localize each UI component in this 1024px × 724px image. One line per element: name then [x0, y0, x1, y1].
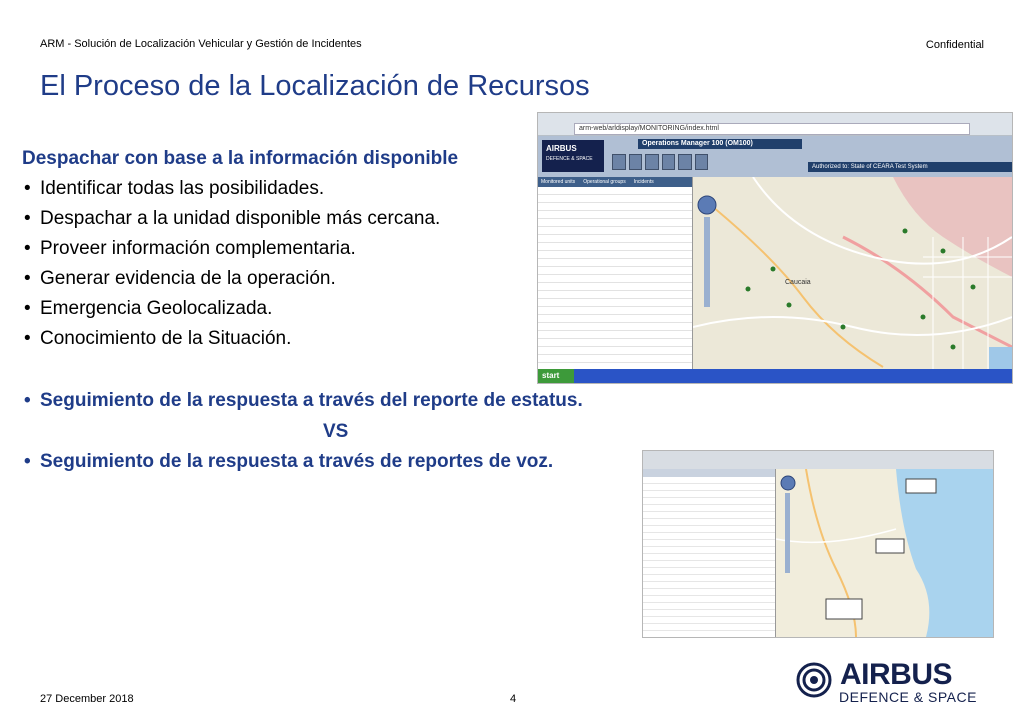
unit-row — [538, 299, 692, 307]
unit-row — [538, 187, 692, 195]
bullet-item: • Despachar a la unidad disponible más cercana. — [22, 204, 542, 234]
unit-row — [643, 477, 775, 484]
unit-row — [538, 347, 692, 355]
browser-chrome — [538, 113, 1012, 136]
toolbar-icon — [645, 154, 659, 170]
app-logo-word: AIRBUS — [546, 144, 577, 153]
tab-operational-groups: Operational groups — [583, 179, 626, 185]
map-view — [693, 177, 1012, 369]
toolbar-icon — [629, 154, 643, 170]
unit-row — [643, 624, 775, 631]
units-panel-2 — [643, 469, 776, 637]
unit-row — [643, 596, 775, 603]
map-view-2 — [776, 469, 993, 637]
unit-row — [643, 617, 775, 624]
toolbar-icon — [695, 154, 709, 170]
tab-incidents: Incidents — [633, 179, 654, 185]
app-banner — [538, 136, 1012, 178]
unit-row — [643, 484, 775, 491]
unit-row — [538, 267, 692, 275]
unit-row — [643, 575, 775, 582]
unit-row — [643, 519, 775, 526]
browser-url-bar: arm-web/arldisplay/MONITORING/index.html — [574, 123, 970, 135]
highlight-status-report: • Seguimiento de la respuesta a través del reporte de estatus. — [22, 390, 583, 412]
app-title: Operations Manager 100 (OM100) — [638, 139, 802, 149]
unit-row — [643, 610, 775, 617]
app-auth-text: Authorized to: State of CEARA Test System — [808, 162, 1012, 172]
browser-chrome-2 — [643, 451, 993, 470]
units-tabs — [538, 177, 692, 187]
toolbar-icon — [612, 154, 626, 170]
content-subheading: Despachar con base a la información disponible — [22, 148, 459, 169]
bullet-item: • Generar evidencia de la operación. — [22, 264, 542, 294]
bullet-item: • Emergencia Geolocalizada. — [22, 294, 542, 324]
unit-row — [643, 603, 775, 610]
units-panel-2-header — [643, 469, 775, 477]
unit-row — [538, 251, 692, 259]
unit-row — [538, 219, 692, 227]
units-table-2 — [643, 477, 775, 631]
unit-row — [643, 547, 775, 554]
unit-row — [538, 195, 692, 203]
header-confidential-label: Confidential — [925, 39, 984, 51]
map-city-label: Caucaia — [785, 279, 811, 286]
app-logo — [542, 140, 604, 172]
unit-row — [538, 203, 692, 211]
footer-page-number: 4 — [510, 693, 517, 705]
units-table — [538, 187, 692, 363]
airbus-logo-mark-icon — [796, 662, 832, 698]
airbus-logo — [796, 660, 986, 706]
unit-row — [538, 307, 692, 315]
unit-row — [643, 561, 775, 568]
highlight-voice-report: • Seguimiento de la respuesta a través de reportes de voz. — [22, 451, 553, 473]
toolbar-icon — [678, 154, 692, 170]
start-button: start — [538, 369, 574, 383]
map-graphic — [693, 177, 1012, 369]
header-document-title: ARM - Solución de Localización Vehicular y Gestión de Incidentes — [40, 38, 362, 50]
footer-date: 27 December 2018 — [40, 693, 134, 705]
unit-row — [538, 339, 692, 347]
unit-row — [643, 540, 775, 547]
om100-screenshot — [537, 112, 1013, 384]
unit-row — [538, 291, 692, 299]
unit-row — [538, 235, 692, 243]
app-logo-sub: DEFENCE & SPACE — [546, 156, 593, 162]
unit-row — [538, 227, 692, 235]
airbus-logo-sub: DEFENCE & SPACE — [839, 689, 977, 705]
unit-row — [643, 498, 775, 505]
content-body — [22, 148, 542, 354]
unit-row — [643, 568, 775, 575]
units-panel — [538, 177, 693, 369]
unit-row — [643, 582, 775, 589]
unit-row — [538, 283, 692, 291]
vs-label: VS — [323, 421, 349, 442]
unit-row — [538, 315, 692, 323]
unit-row — [643, 491, 775, 498]
bullet-item: • Identificar todas las posibilidades. — [22, 174, 542, 204]
bullet-item: • Conocimiento de la Situación. — [22, 324, 542, 354]
unit-row — [538, 355, 692, 363]
unit-row — [538, 323, 692, 331]
unit-row — [538, 331, 692, 339]
airbus-logo-word: AIRBUS — [840, 658, 953, 691]
unit-row — [538, 243, 692, 251]
app-toolbar — [612, 154, 708, 172]
windows-taskbar — [538, 369, 1012, 383]
unit-row — [538, 259, 692, 267]
unit-row — [643, 526, 775, 533]
slide-title: El Proceso de la Localización de Recursos — [40, 70, 590, 102]
unit-row — [643, 512, 775, 519]
unit-row — [538, 275, 692, 283]
toolbar-icon — [662, 154, 676, 170]
unit-row — [643, 505, 775, 512]
bullet-item: • Proveer información complementaria. — [22, 234, 542, 264]
monitoring-screenshot — [642, 450, 994, 638]
unit-row — [643, 533, 775, 540]
map-graphic-2 — [776, 469, 993, 637]
unit-row — [643, 554, 775, 561]
unit-row — [643, 589, 775, 596]
tab-monitored-units: Monitored units — [541, 179, 576, 185]
unit-row — [538, 211, 692, 219]
